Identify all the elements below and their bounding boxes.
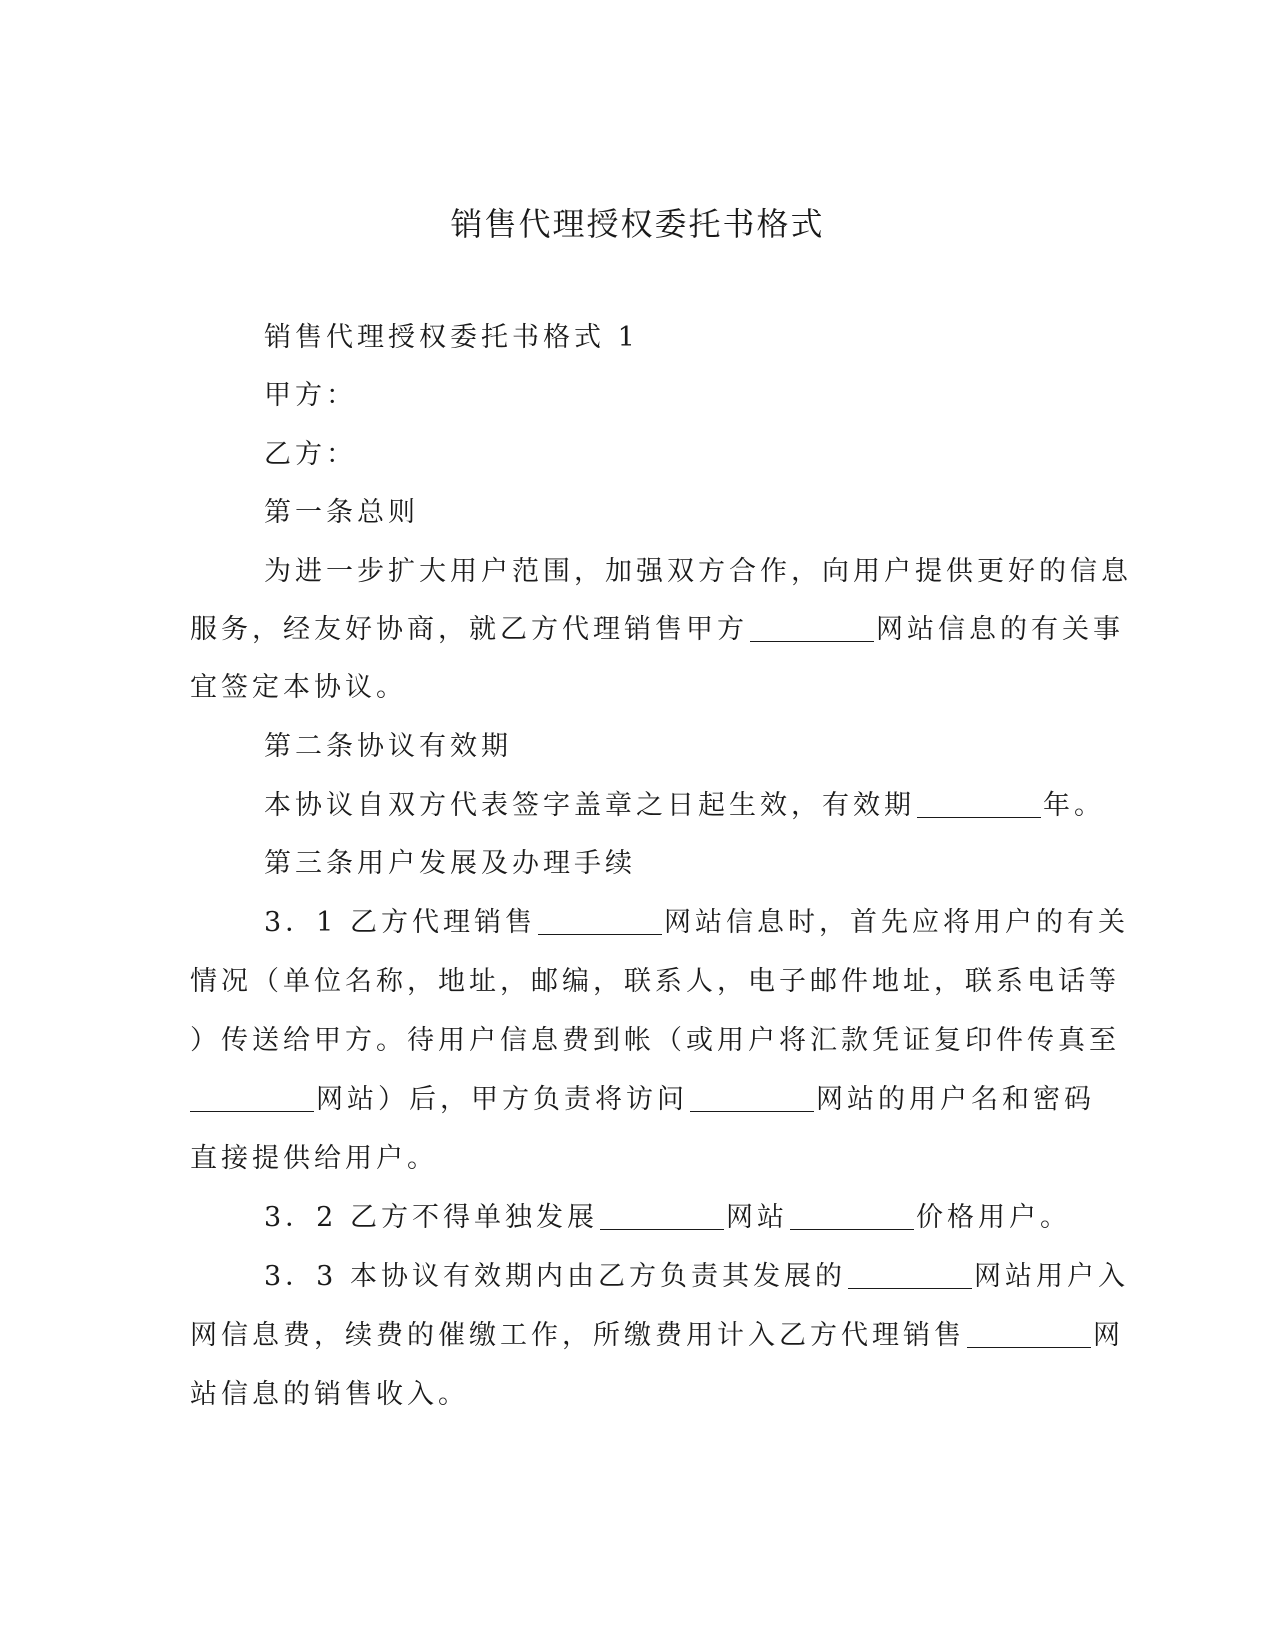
article2-heading: 第二条协议有效期	[264, 731, 512, 762]
clause33-line3: 站信息的销售收入。	[190, 1379, 469, 1410]
article2-line1-text-b: 年。	[1043, 790, 1105, 821]
clause33-line1	[264, 1259, 1129, 1295]
clause31-line1	[264, 905, 1129, 941]
clause31-line4-text-b: 网站的用户名和密码	[816, 1084, 1095, 1115]
clause33-line2	[190, 1318, 1124, 1354]
fill-in-blank-website-6	[848, 1262, 972, 1289]
clause33-line1-text-a: 3．3 本协议有效期内由乙方负责其发展的	[264, 1261, 846, 1292]
article1-line2-text-a: 服务，经友好协商，就乙方代理销售甲方	[190, 614, 748, 645]
fill-in-blank-validity-years	[917, 791, 1041, 818]
party-b-label: 乙方：	[264, 439, 357, 470]
document-title: 销售代理授权委托书格式	[450, 205, 825, 243]
fill-in-blank-price	[790, 1203, 914, 1230]
clause33-line1-text-b: 网站用户入	[973, 1261, 1129, 1292]
clause33-line2-text-b: 网	[1093, 1320, 1124, 1351]
article1-line1: 为进一步扩大用户范围，加强双方合作，向用户提供更好的信息	[264, 556, 1132, 587]
fill-in-blank-website-3	[190, 1085, 314, 1112]
article3-heading: 第三条用户发展及办理手续	[264, 848, 636, 879]
clause32-text-b: 网站	[725, 1202, 788, 1233]
clause31-line1-text-b: 网站信息时，首先应将用户的有关	[663, 907, 1129, 938]
article1-line3: 宜签定本协议。	[190, 672, 407, 703]
clause31-line4-text-a: 网站）后，甲方负责将访问	[316, 1084, 688, 1115]
clause32-text-c: 价格用户。	[915, 1202, 1071, 1233]
article1-line2-text-b: 网站信息的有关事	[876, 614, 1124, 645]
article1-line2	[190, 612, 1124, 648]
document-subtitle: 销售代理授权委托书格式 1	[264, 322, 639, 353]
party-a-label: 甲方：	[264, 380, 357, 411]
clause33-line2-text-a: 网信息费，续费的催缴工作，所缴费用计入乙方代理销售	[190, 1320, 965, 1351]
clause31-line5: 直接提供给用户。	[190, 1143, 438, 1174]
article2-line1	[264, 788, 1105, 824]
clause31-line3: ）传送给甲方。待用户信息费到帐（或用户将汇款凭证复印件传真至	[190, 1025, 1120, 1056]
clause31-line1-text-a: 3．1 乙方代理销售	[264, 907, 536, 938]
article2-line1-text-a: 本协议自双方代表签字盖章之日起生效，有效期	[264, 790, 915, 821]
fill-in-blank-website-5	[600, 1203, 724, 1230]
clause32-line	[264, 1200, 1080, 1236]
clause31-line2: 情况（单位名称，地址，邮编，联系人，电子邮件地址，联系电话等	[190, 966, 1120, 997]
fill-in-blank-website-1	[750, 615, 874, 642]
clause31-line4	[190, 1082, 1095, 1118]
fill-in-blank-website-2	[538, 908, 662, 935]
fill-in-blank-website-4	[690, 1085, 814, 1112]
article1-heading: 第一条总则	[264, 497, 419, 528]
fill-in-blank-website-7	[967, 1321, 1091, 1348]
clause32-text-a: 3．2 乙方不得单独发展	[264, 1202, 598, 1233]
